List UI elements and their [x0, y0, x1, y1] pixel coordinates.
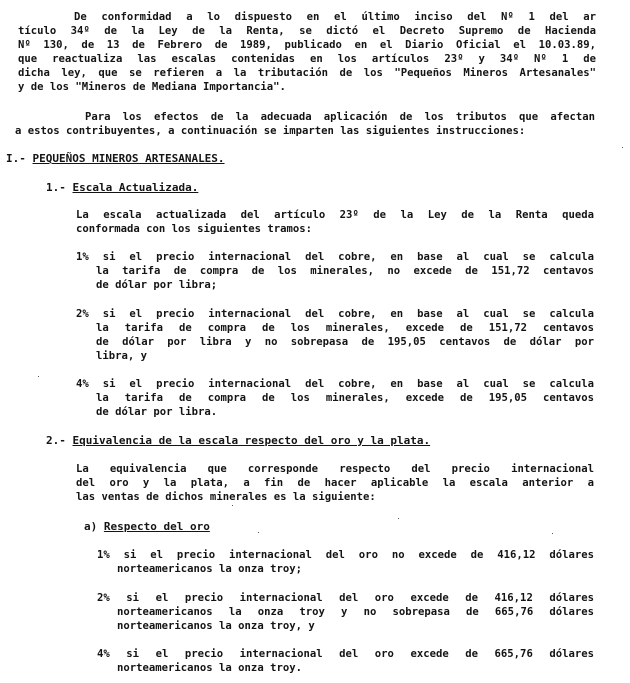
subsection-number: 2.-: [46, 434, 66, 447]
tramo-line: de dólar por libra.: [96, 406, 218, 418]
subsection-body: [76, 462, 594, 504]
section-number: I.-: [6, 152, 26, 165]
subsection-title: Escala Actualizada.: [72, 181, 199, 194]
intro-line: Nº 130, de 13 de Febrero de 1989, publicado en el Diario Oficial el 10.03.89,: [18, 39, 596, 51]
purpose-paragraph: [15, 110, 595, 138]
tramo-item: [97, 647, 594, 675]
scan-speck: [398, 518, 399, 519]
tramo-line: 1% si el precio internacional del oro no excede de 416,12 dólares: [97, 549, 594, 561]
intro-line: que reactualiza las escalas contenidas en los artículos 23º y 34º Nº 1 de: [18, 53, 596, 65]
tramo-item: [76, 250, 594, 292]
subsection-heading: [46, 434, 430, 448]
body-line: del oro y la plata, a fin de hacer aplicable la escala anterior a: [76, 477, 594, 489]
tramo-line: 2% si el precio internacional del oro excede de 416,12 dólares: [97, 592, 594, 604]
scan-speck: [38, 376, 39, 377]
body-line: las ventas de dichos minerales es la siguiente:: [76, 491, 376, 503]
tramo-line: norteamericanos la onza troy y no sobrepasa de 665,76 dólares: [117, 606, 594, 618]
subsection-title: Equivalencia de la escala respecto del oro y la plata.: [72, 434, 431, 447]
subsection-number: 1.-: [46, 181, 66, 194]
section-title: PEQUEÑOS MINEROS ARTESANALES.: [32, 152, 225, 165]
tramo-item: [76, 307, 594, 363]
subsection-heading: [46, 181, 198, 195]
intro-line: tículo 34º de la Ley de la Renta, se dictó el Decreto Supremo de Hacienda: [18, 25, 596, 37]
tramo-line: norteamericanos la onza troy.: [117, 662, 302, 674]
tramo-line: 1% si el precio internacional del cobre, en base al cual se calcula: [76, 251, 594, 263]
tramo-line: la tarifa de compra de los minerales, no excede de 151,72 centavos: [96, 265, 594, 277]
body-line: La equivalencia que corresponde respecto del precio internacional: [76, 463, 594, 475]
purpose-line: a estos contribuyentes, a continuación se imparten las siguientes instrucciones:: [15, 125, 526, 137]
intro-paragraph: [18, 10, 596, 94]
tramo-line: norteamericanos la onza troy;: [117, 563, 302, 575]
body-line: La escala actualizada del artículo 23º de la Ley de la Renta queda: [76, 209, 594, 221]
tramo-line: 4% si el precio internacional del oro excede de 665,76 dólares: [97, 648, 594, 660]
tramo-line: de dólar por libra;: [96, 279, 218, 291]
scan-speck: [232, 505, 233, 506]
tramo-line: 4% si el precio internacional del cobre, en base al cual se calcula: [76, 378, 594, 390]
tramo-line: de dólar por libra y no sobrepasa de 195,05 centavos de dólar por: [96, 336, 594, 348]
intro-line: dicha ley, que se refieren a la tributación de los "Pequeños Mineros Artesanales": [18, 67, 596, 79]
section-heading: [6, 152, 225, 166]
tramo-line: norteamericanos la onza troy, y: [117, 620, 315, 632]
tramo-line: libra, y: [96, 350, 148, 362]
tramo-item: [76, 377, 594, 419]
body-line: conformada con los siguientes tramos:: [76, 223, 312, 235]
scan-speck: [622, 147, 623, 148]
tramo-item: [97, 591, 594, 633]
item-label: a): [84, 520, 98, 533]
tramo-line: la tarifa de compra de los minerales, excede de 195,05 centavos: [96, 392, 594, 404]
scan-speck: [258, 532, 259, 533]
intro-line: y de los "Mineros de Mediana Importancia".: [18, 81, 286, 93]
intro-line: De conformidad a lo dispuesto en el último inciso del Nº 1 del ar: [74, 11, 596, 23]
purpose-line: Para los efectos de la adecuada aplicación de los tributos que afectan: [85, 111, 595, 123]
item-title: Respecto del oro: [103, 520, 210, 533]
tramo-line: 2% si el precio internacional del cobre, en base al cual se calcula: [76, 308, 594, 320]
scan-speck: [552, 533, 553, 534]
tramo-item: [97, 548, 594, 576]
tramo-line: la tarifa de compra de los minerales, excede de 151,72 centavos: [96, 322, 594, 334]
subsection-body: [76, 208, 594, 236]
item-heading: [84, 520, 210, 534]
